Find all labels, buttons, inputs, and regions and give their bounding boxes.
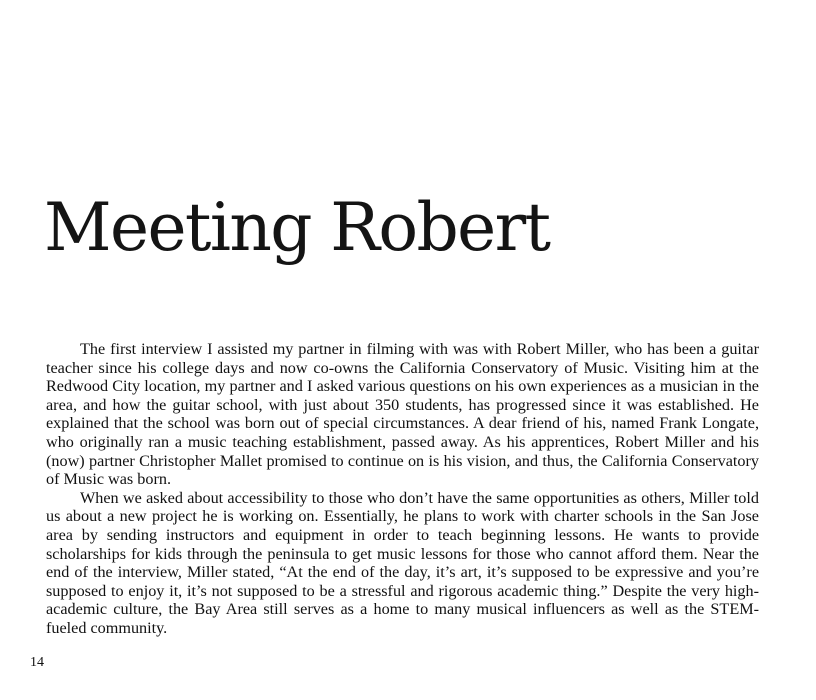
page-title: Meeting Robert [44,189,550,266]
paragraph: When we asked about accessibility to those who don’t have the same opportunities as others, Miller told us about a new project he is working on. Essentially, he plans to work with charter schools in the San Jose area by sending instructors and equipment in order to teach beginning lessons. He wants to provide scholarships for kids through the peninsula to get music lessons for those who cannot afford them. Near the end of the interview, Miller stated, “At the end of the day, it’s art, it’s supposed to be expressive and you’re supposed to enjoy it, it’s not supposed to be a stressful and rigorous academic thing.” Despite the very high-academic culture, the Bay Area still serves as a home to many musical influencers as well as the STEM-fueled community. [46,488,759,637]
page-number: 14 [30,655,44,670]
paragraph: The first interview I assisted my partner in filming with was with Robert Miller, who has been a guitar teacher since his college days and now co-owns the California Conservatory of Music. Visiting him at the Redwood City location, my partner and I asked various questions on his own experiences as a musician in the area, and how the guitar school, with just about 350 students, has progressed since it was established. He explained that the school was born out of special circumstances. A dear friend of his, named Frank Longate, who originally ran a music teaching establishment, passed away. As his apprentices, Robert Miller and his (now) partner Christopher Mallet promised to continue on is his vision, and thus, the California Conservatory of Music was born. [46,340,759,489]
article-body [46,340,759,638]
